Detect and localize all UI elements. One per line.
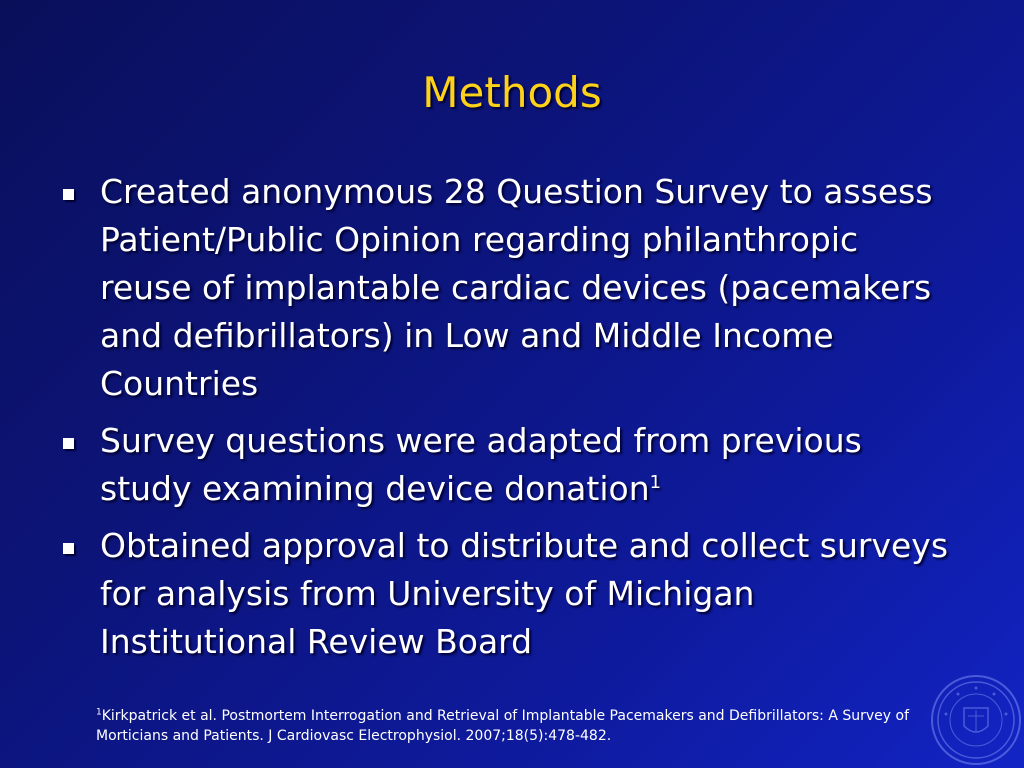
slide-title: Methods [422,68,602,117]
square-bullet-icon [63,438,74,449]
bullet-item [60,417,960,513]
square-bullet-icon [63,189,74,200]
footnote-text: Kirkpatrick et al. Postmortem Interrogation and Retrieval of Implantable Pacemakers and Defibrillators: A Survey of Morticians and Patients. J Cardiovasc Electrophysiol. 2007;18(5):478-482. [96,708,910,744]
bullet-item [60,522,960,666]
footnote-marker: 1 [96,707,102,718]
bullet-superscript: 1 [649,472,662,493]
bullet-text: Obtained approval to distribute and collect surveys for analysis from University of Michigan Institutional Review Board [100,526,949,661]
bullet-item [60,168,960,408]
bullet-text: Created anonymous 28 Question Survey to assess Patient/Public Opinion regarding philanthropic reuse of implantable cardiac devices (pacemakers and defibrillators) in Low and Middle Income Countries [100,172,933,403]
square-bullet-icon [63,543,74,554]
university-seal-icon [930,674,1022,766]
bullet-list [60,168,960,675]
bullet-text: Survey questions were adapted from previous study examining device donation [100,421,862,508]
footnote [96,706,916,746]
